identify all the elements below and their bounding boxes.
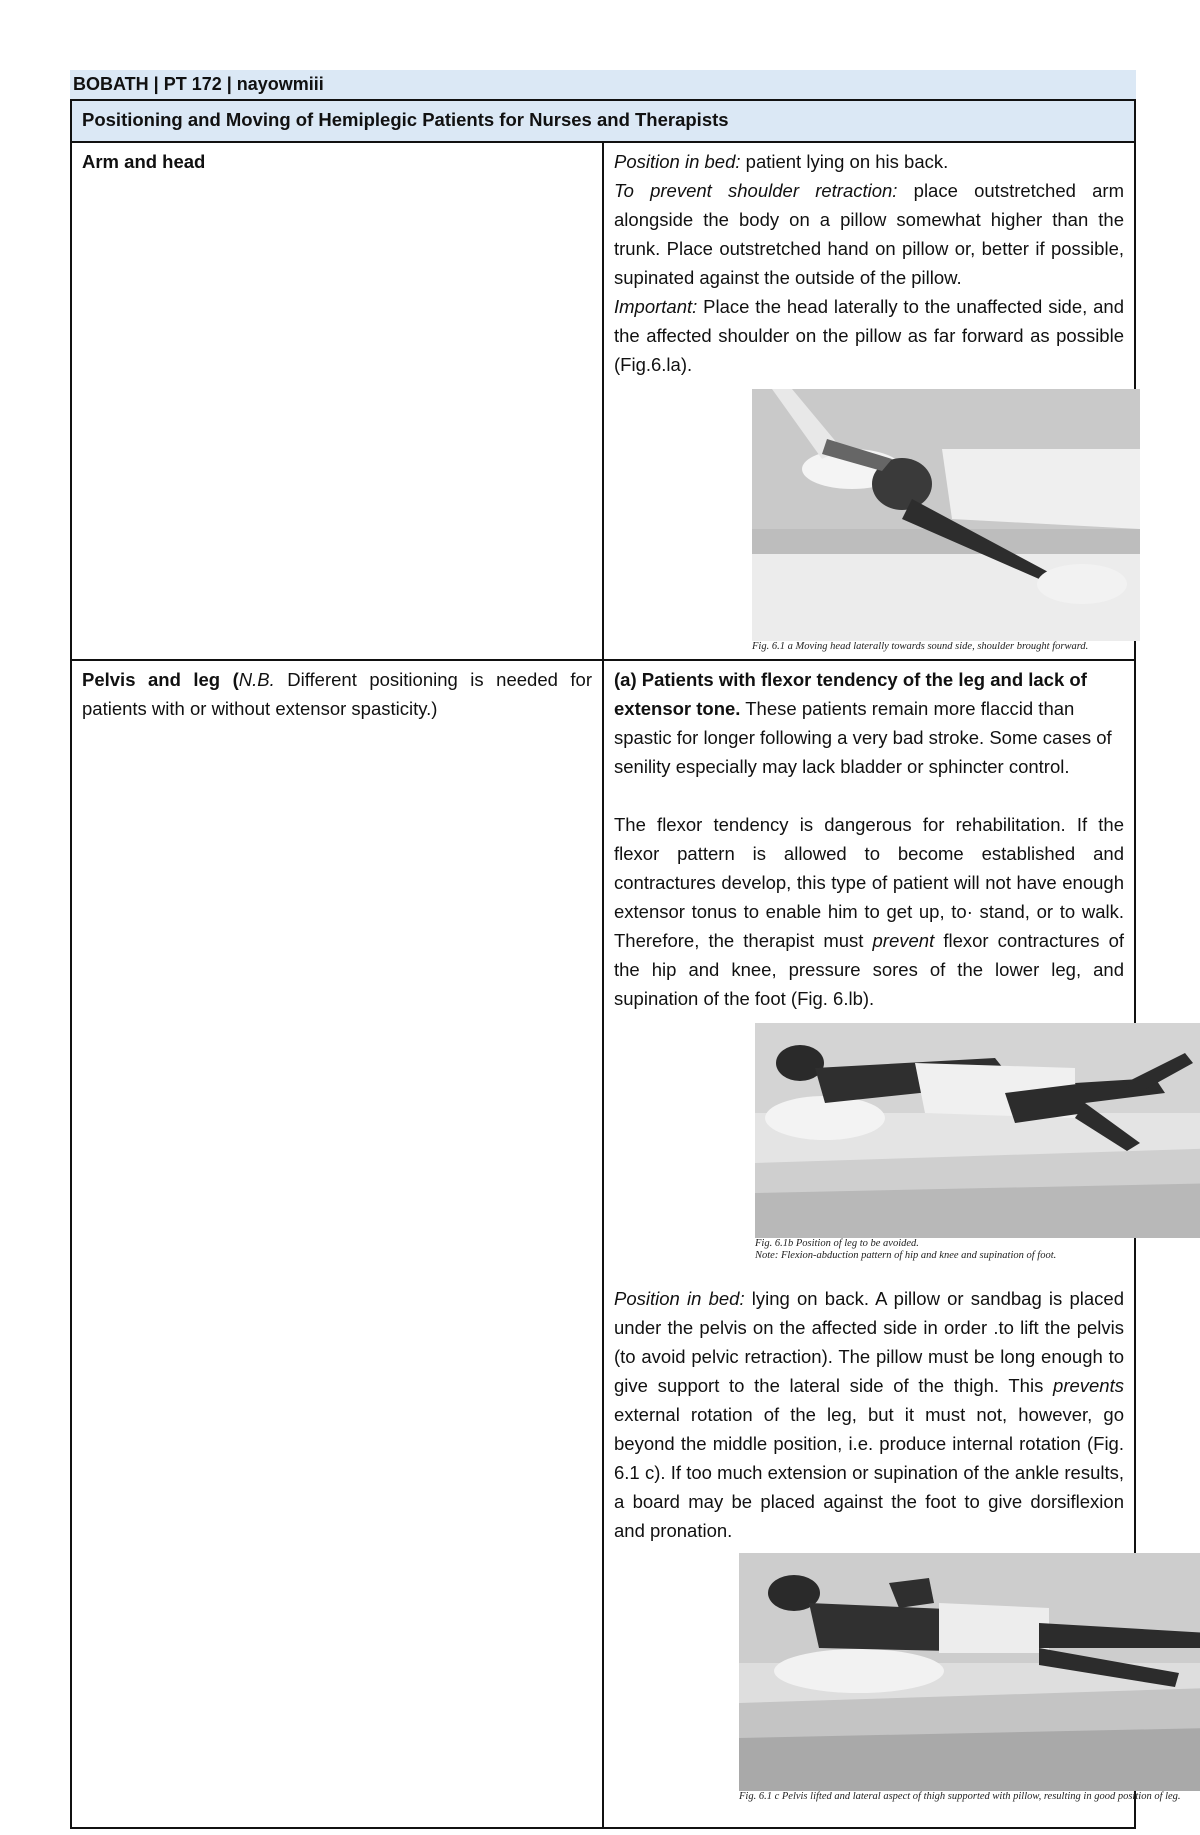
row-content-arm-head	[603, 142, 1135, 660]
text-prevent-emphasis: prevent	[872, 930, 935, 951]
heading-flexor-tendency: (a) Patients with flexor tendency of the leg and lack of extensor tone.	[614, 669, 1087, 719]
text-flexor-tendency: These patients remain more flaccid than spastic for longer following a very bad stroke. Some cases of senility especially may lack bladder or sphincter control.	[614, 698, 1112, 777]
text-important: Place the head laterally to the unaffected side, and the affected shoulder on the pillow as far forward as possible (Fig.6.la).	[614, 296, 1124, 375]
figure-6-1b-image	[755, 1023, 1200, 1238]
paragraph-shoulder	[614, 176, 1124, 292]
figure-6-1b	[755, 1023, 1200, 1262]
row-content-pelvis-leg	[603, 660, 1181, 1828]
figure-6-1a	[752, 389, 1140, 653]
table-row	[71, 142, 1135, 660]
text-position-in-bed: patient lying on his back.	[740, 151, 949, 172]
content-table	[70, 99, 1181, 1829]
label-nb: N.B.	[238, 669, 275, 690]
document-page	[70, 70, 1181, 1829]
text-pelvis-1: lying on back. A pillow or sandbag is placed under the pelvis on the affected side in order .to lift the pelvis (to avoid pelvic retraction). The pillow must be long enough to give support to the lateral side of the thigh. This	[614, 1288, 1124, 1396]
figure-6-1a-image	[752, 389, 1140, 641]
figure-6-1b-note: Note: Flexion-abduction pattern of hip and knee and supination of foot.	[755, 1250, 1057, 1261]
figure-6-1a-caption: Fig. 6.1 a Moving head laterally towards sound side, shoulder brought forward.	[752, 641, 1089, 652]
paragraph-flexor-danger	[614, 810, 1124, 1013]
table-title-row	[71, 100, 1135, 142]
text-prevents-emphasis: prevents	[1053, 1375, 1124, 1396]
document-header: BOBATH | PT 172 | nayowmiii	[70, 70, 1136, 99]
paragraph-flexor-tendency	[614, 665, 1124, 781]
table-title: Positioning and Moving of Hemiplegic Patients for Nurses and Therapists	[71, 100, 1135, 142]
label-position-in-bed: Position in bed:	[614, 151, 741, 172]
paragraph-position	[614, 147, 1124, 176]
paragraph-important	[614, 292, 1124, 379]
table-row	[71, 660, 1135, 1828]
paragraph-position-pelvis	[614, 1284, 1124, 1545]
text-flexor-danger-2: flexor contractures of the hip and knee, pressure sores of the lower leg, and supination of the foot (Fig. 6.lb).	[614, 930, 1124, 1009]
text-pelvis-note: Different positioning is needed for patients with or without extensor spasticity.)	[82, 669, 592, 719]
label-position-in-bed-2: Position in bed:	[614, 1288, 745, 1309]
figure-6-1c	[739, 1553, 1200, 1803]
figure-6-1c-image	[739, 1553, 1200, 1791]
text-prevent-retraction: place outstretched arm alongside the body on a pillow somewhat higher than the trunk. Place outstretched hand on pillow or, better if possible, supinated against the outside of the pillow.	[614, 180, 1124, 288]
figure-6-1b-caption: Fig. 6.1b Position of leg to be avoided.	[755, 1238, 919, 1249]
label-pelvis-leg: Pelvis and leg (	[82, 669, 239, 690]
row-label-arm-head: Arm and head	[71, 142, 603, 660]
text-flexor-danger-1: The flexor tendency is dangerous for rehabilitation. If the flexor pattern is allowed to become established and contractures develop, this type of patient will not have enough extensor tonus to enable him to get up, to· stand, or to walk. Therefore, the therapist must	[614, 814, 1124, 951]
label-prevent-retraction: To prevent shoulder retraction:	[614, 180, 898, 201]
figure-6-1c-caption: Fig. 6.1 c Pelvis lifted and lateral aspect of thigh supported with pillow, resulting in good position of leg.	[739, 1791, 1181, 1802]
text-pelvis-2: external rotation of the leg, but it must not, however, go beyond the middle position, i.e. produce internal rotation (Fig. 6.1 c). If too much extension or supination of the ankle results, a board may be placed against the foot to give dorsiflexion and pronation.	[614, 1404, 1124, 1541]
row-label-pelvis-leg	[71, 660, 603, 1828]
label-important: Important:	[614, 296, 698, 317]
